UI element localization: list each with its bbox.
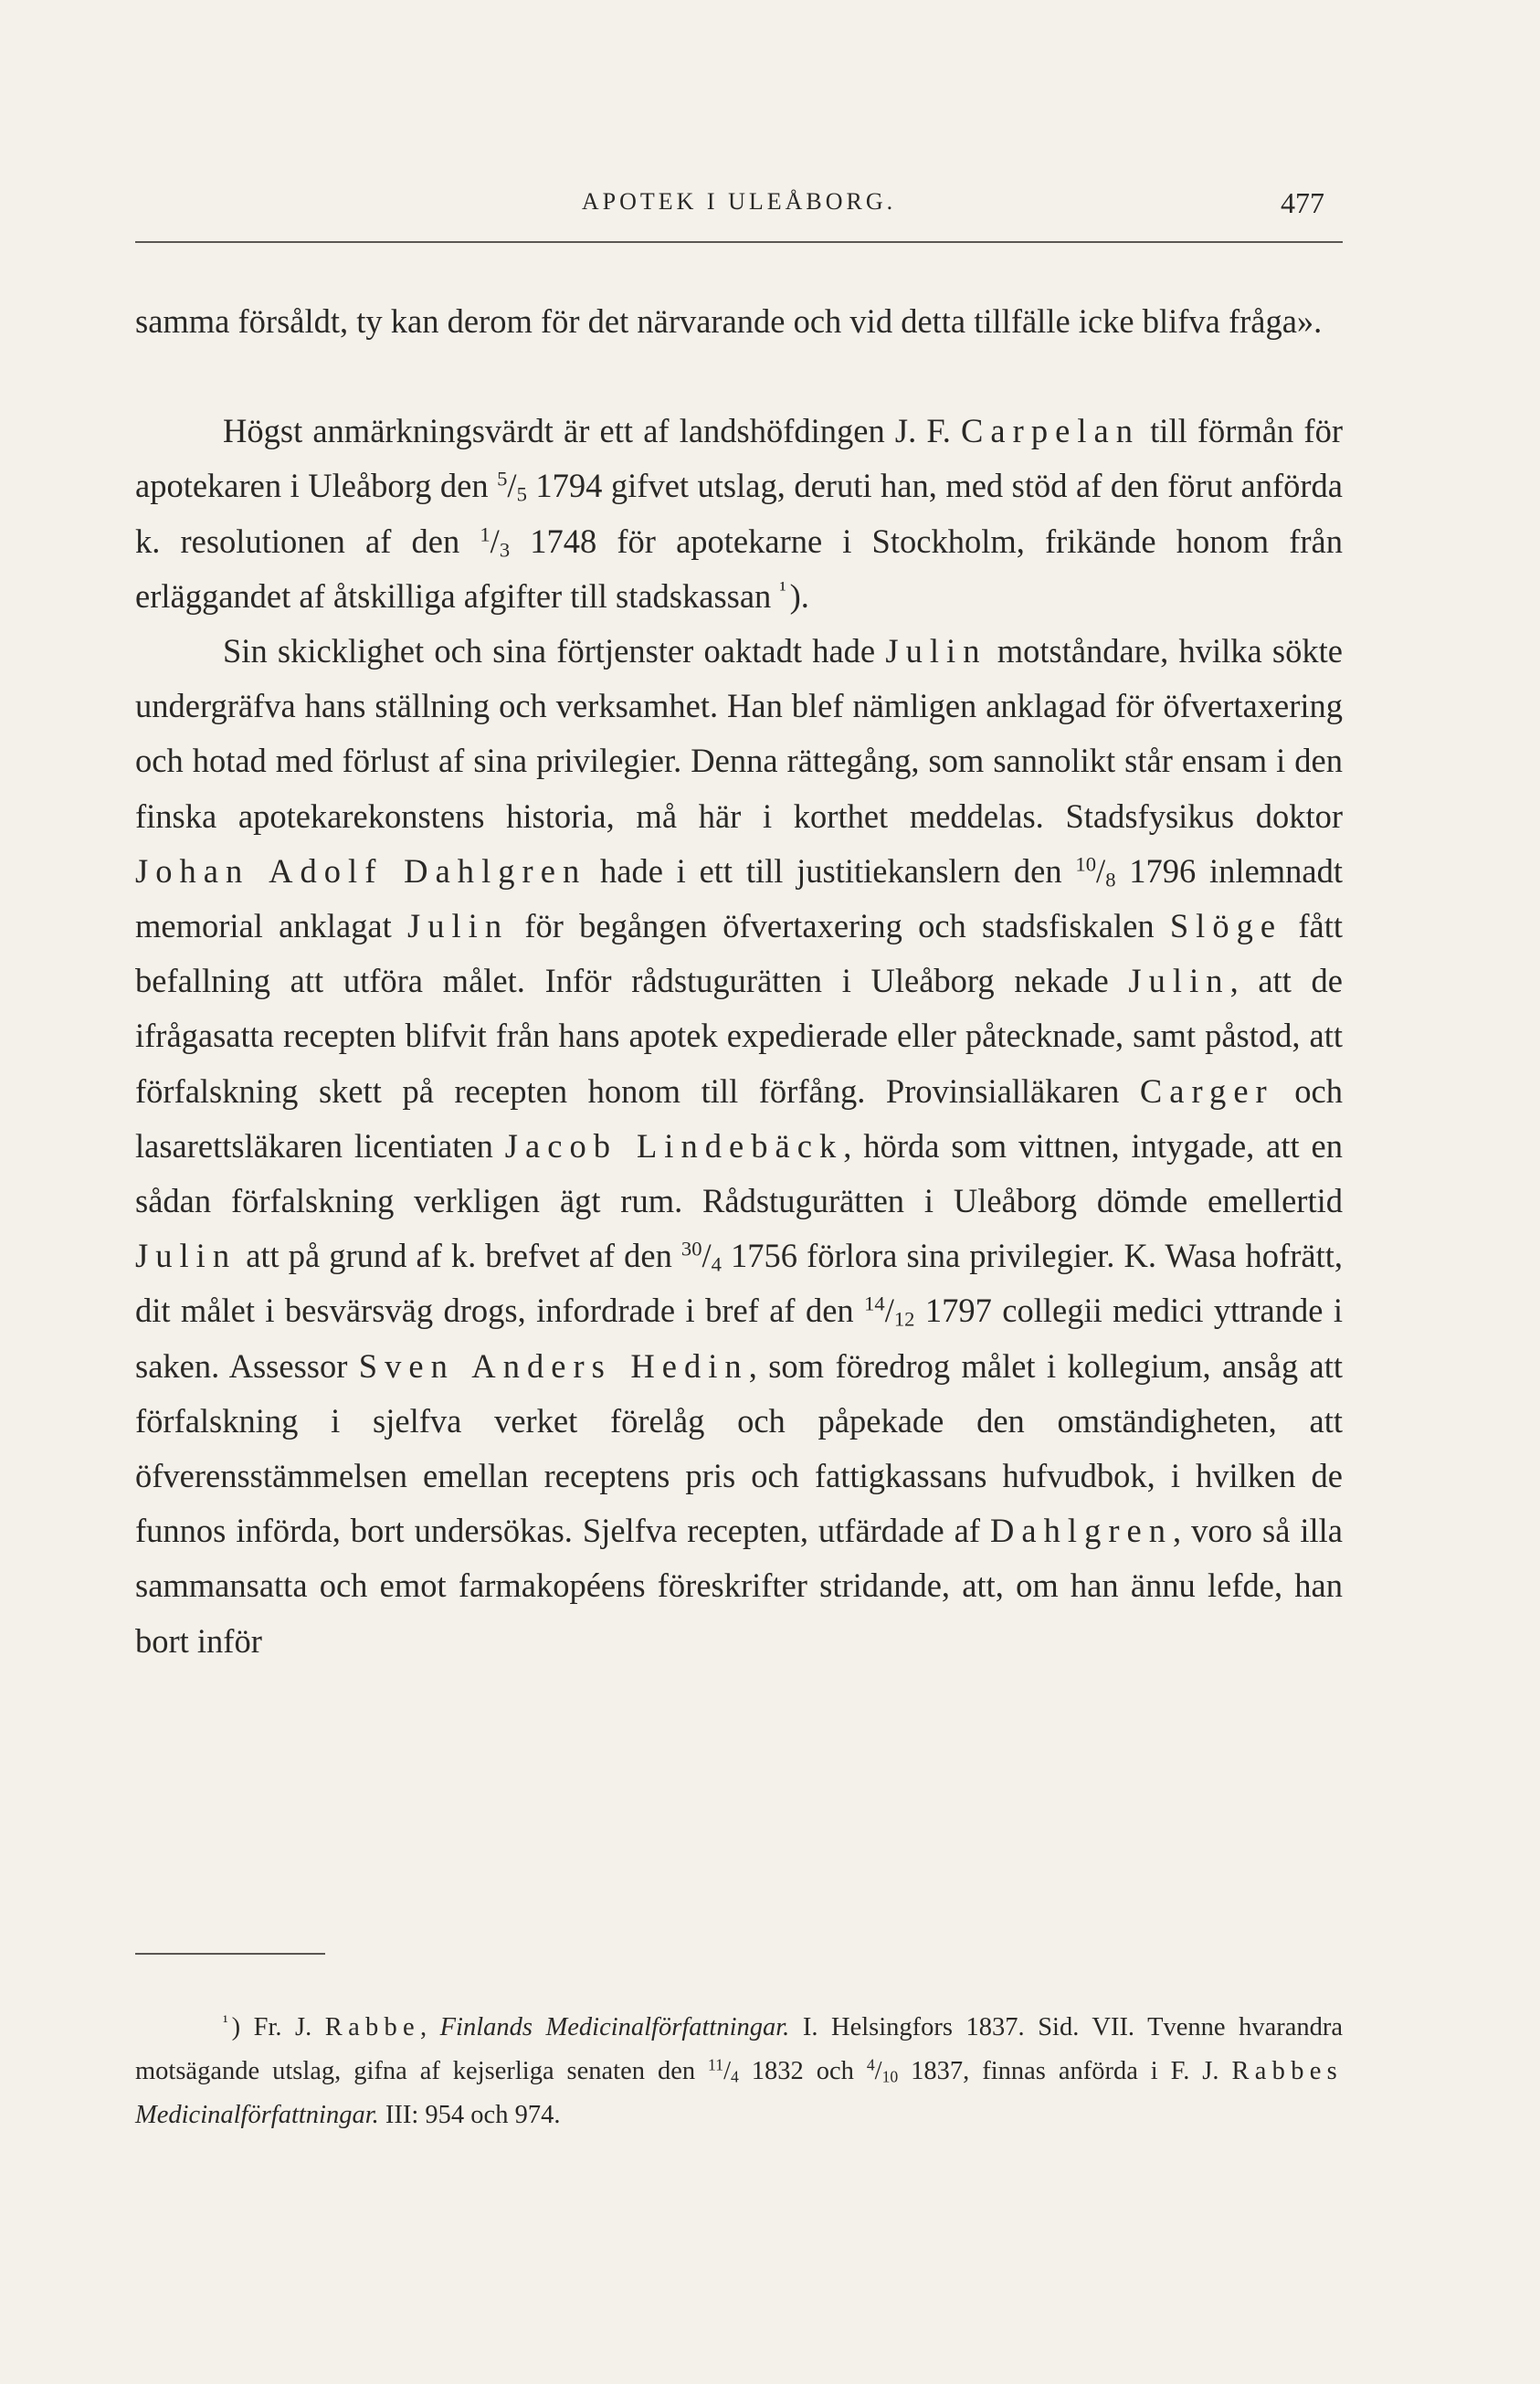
- person-name: Johan Adolf Dahlgren: [135, 851, 587, 890]
- person-name: Julin: [885, 632, 987, 670]
- footnote-reference: ¹: [779, 577, 786, 602]
- person-name: Julin: [1128, 962, 1230, 1000]
- date-fraction: $^{11}/_4$: [708, 2055, 739, 2086]
- footnote-marker: ¹: [223, 2011, 228, 2031]
- author-name: Rabbe: [324, 2013, 420, 2041]
- date-fraction: $^1/_3$: [480, 522, 511, 562]
- date-fraction: $^4/_{10}$: [866, 2055, 899, 2086]
- footnote-rule: [135, 1953, 325, 1955]
- running-title: APOTEK I ULEÅBORG.: [581, 188, 897, 215]
- person-name: Jacob Lindebäck: [504, 1126, 844, 1165]
- book-title: Medicinalförfattningar.: [135, 2101, 379, 2129]
- footnotes: [135, 2006, 1343, 2137]
- page-header: [135, 183, 1343, 230]
- person-name: Julin: [406, 907, 510, 945]
- book-title: Finlands Medicinalförfattningar.: [439, 2013, 790, 2041]
- person-name: Carpelan: [961, 412, 1141, 450]
- paragraph-2: Högst anmärkningsvärdt är ett af landshöfdingen J. F. Carpelan till förmån för apotekaren i Uleåborg den $^5/_5$ 1794 gifvet utslag, deruti han, med stöd af den förut anförda k. resolutionen af den $^1/_3$ 1748 för apotekarne i Stockholm, frikände honom från erläggandet af åtskilliga afgifter till stadskassan $^{^1}$ ).: [135, 412, 1343, 615]
- page-number: 477: [1281, 186, 1324, 219]
- paragraph-3: Sin skicklighet och sina förtjenster oaktadt hade Julin motståndare, hvilka sökte undergräfva hans ställning och verksamhet. Han blef nämligen anklagad för öfvertaxering och hotad med förlust af sina privilegier. Denna rättegång, som sannolikt står ensam i den finska apotekarekonstens historia, må här i korthet meddelas. Stadsfysikus doktor Johan Adolf Dahlgren hade i ett till justitiekanslern den $^{10}/_8$ 1796 inlemnadt memorial anklagat Julin för begången öfvertaxering och stadsfiskalen Slöge fått befallning att utföra målet. Inför rådstugurätten i Uleåborg nekade Julin, att de ifrågasatta recepten blifvit från hans apotek expedierade eller påtecknade, samt påstod, att förfalskning skett på recepten honom till förfång. Provinsialläkaren Carger och lasarettsläkaren licentiaten Jacob Lindebäck, hörda som vittnen, intygade, att en sådan förfalskning verkligen ägt rum. Rådstugurätten i Uleåborg dömde emellertid Julin att på grund af k. brefvet af den $^{30}/_4$ 1756 förlora sina privilegier. K. Wasa hofrätt, dit målet i besvärsväg drogs, infordrade i bref af den $^{14}/_{12}$ 1797 collegii medici yttrande i saken. Assessor Sven Anders Hedin, som föredrog målet i kollegium, ansåg att förfalskning i sjelfva verket förelåg och påpekade den omständigheten, att öfverensstämmelsen emellan receptens pris och fattigkassans hufvudbok, i hvilken de funnos införda, bort undersökas. Sjelfva recepten, utfärdade af Dahlgren, voro så illa sammansatta och emot farmakopéens föreskrifter stridande, att, om han ännu lefde, han bort inför: [135, 632, 1344, 1660]
- person-name: Sven Anders Hedin: [358, 1346, 749, 1385]
- date-fraction: $^{30}/_4$: [680, 1237, 722, 1276]
- person-name: Slöge: [1169, 907, 1283, 945]
- date-fraction: $^{10}/_8$: [1075, 851, 1116, 891]
- date-fraction: $^{14}/_{12}$: [864, 1292, 915, 1331]
- person-name: Julin: [135, 1237, 237, 1275]
- person-name: Dahlgren: [990, 1512, 1174, 1550]
- header-rule: [135, 241, 1343, 243]
- footnote-1: $^{^1}$ ) Fr. J. Rabbe, Finlands Medicinalförfattningar. I. Helsingfors 1837. Sid. VII. Tvenne hvarandra motsägande utslag, gifna af kejserliga senaten den $^{11}/_4$ 1832 och $^4/_{10}$ 1837, finnas anförda i F. J. Rabbes Medicinalförfattningar. III: 954 och 974.: [135, 2011, 1344, 2129]
- date-fraction: $^5/_5$: [497, 467, 527, 506]
- paragraph-1: samma försåldt, ty kan derom för det närvarande och vid detta tillfälle icke blifva fråga».: [135, 302, 1323, 340]
- body-text: [135, 294, 1343, 1669]
- person-name: Carger: [1139, 1071, 1274, 1110]
- author-name: Rabbes: [1231, 2057, 1344, 2085]
